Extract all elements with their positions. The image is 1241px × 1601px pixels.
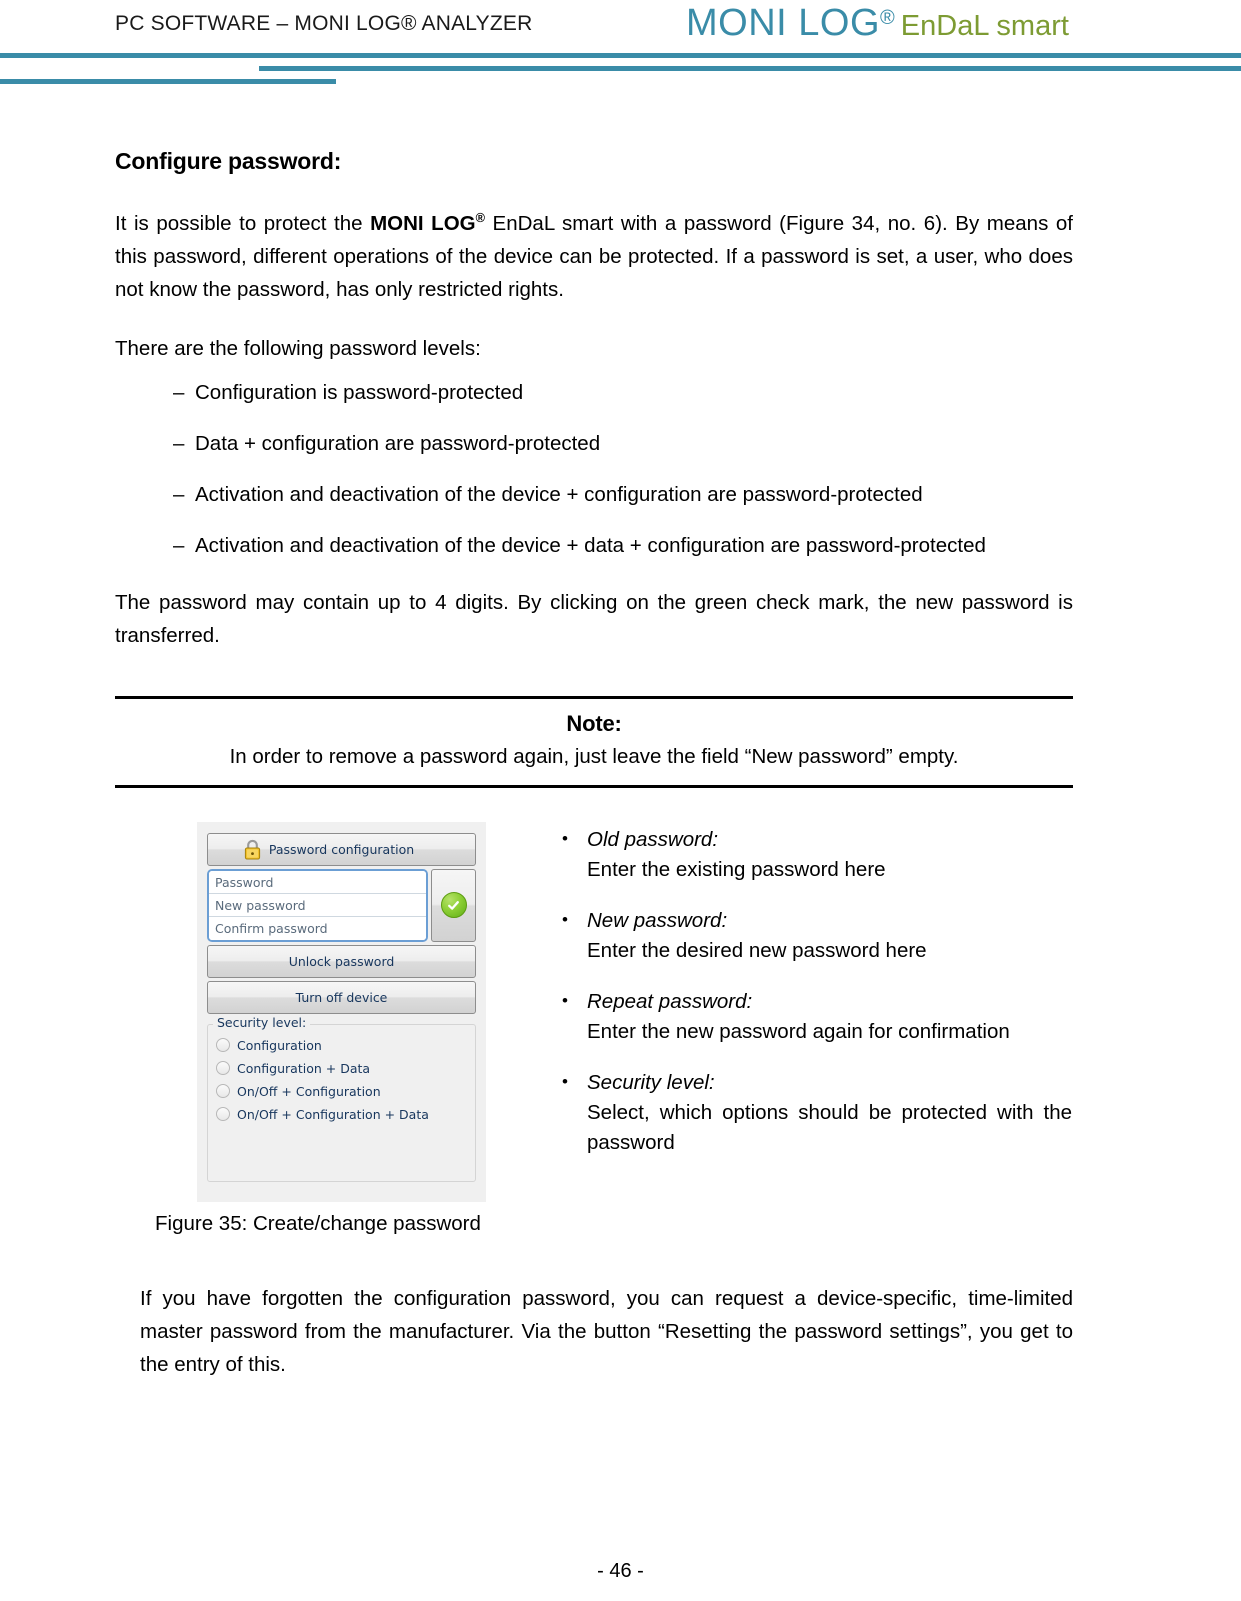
radio-configuration-data-label: Configuration + Data bbox=[237, 1060, 371, 1076]
password-levels-list bbox=[115, 379, 1073, 560]
dash-bullet-icon: – bbox=[173, 431, 185, 455]
radio-onoff-configuration-data-label: On/Off + Configuration + Data bbox=[237, 1106, 429, 1122]
dash-bullet-icon: – bbox=[173, 482, 185, 506]
page-title: Configure password: bbox=[115, 148, 342, 174]
list-item bbox=[115, 532, 1073, 560]
bullet-icon: • bbox=[562, 828, 568, 848]
turn-off-device-label: Turn off device bbox=[295, 989, 388, 1005]
unlock-password-button[interactable] bbox=[207, 945, 476, 978]
radio-onoff-configuration-data[interactable] bbox=[216, 1107, 467, 1122]
list-item-label: Activation and deactivation of the device + data + configuration are password-protected bbox=[195, 533, 986, 557]
header-rule-left bbox=[0, 79, 336, 84]
password-fields-group bbox=[207, 869, 428, 942]
header-rule-right bbox=[259, 66, 1241, 71]
confirm-password-button[interactable] bbox=[431, 869, 476, 942]
security-level-legend: Security level: bbox=[213, 1015, 310, 1030]
note-box bbox=[115, 696, 1073, 788]
list-item-label: Activation and deactivation of the device + configuration are password-protected bbox=[195, 482, 923, 506]
dash-bullet-icon: – bbox=[173, 380, 185, 404]
lock-icon bbox=[244, 839, 261, 860]
list-item bbox=[115, 430, 1073, 458]
dash-bullet-icon: – bbox=[173, 533, 185, 557]
intro-paragraph bbox=[115, 201, 1073, 306]
radio-configuration-label: Configuration bbox=[237, 1037, 322, 1053]
list-item bbox=[532, 1068, 1072, 1158]
radio-configuration[interactable] bbox=[216, 1038, 467, 1053]
bullet-desc: Enter the existing password here bbox=[587, 857, 886, 881]
list-item-label: Data + configuration are password-protected bbox=[195, 431, 601, 455]
registered-trademark-icon: ® bbox=[880, 6, 895, 29]
header-rule-full bbox=[0, 53, 1241, 58]
levels-intro: There are the following password levels: bbox=[115, 336, 481, 360]
bullet-desc: Enter the new password again for confirmation bbox=[587, 1019, 1010, 1043]
tail-paragraph: If you have forgotten the configuration password, you can request a device-specific, time-limited master password from the manufacturer. Via the button “Resetting the password settings”, you get to the entry of this. bbox=[140, 1287, 1073, 1377]
logo-main-text: MONI LOG bbox=[686, 2, 881, 44]
page-number: - 46 - bbox=[597, 1560, 644, 1582]
unlock-password-label: Unlock password bbox=[288, 953, 395, 969]
bullet-desc: Select, which options should be protected with the password bbox=[587, 1100, 1072, 1154]
registered-trademark-icon: ® bbox=[475, 210, 485, 225]
bullet-icon: • bbox=[562, 1071, 568, 1091]
bullet-icon: • bbox=[562, 909, 568, 929]
intro-text-part1: It is possible to protect the bbox=[115, 211, 371, 235]
logo-sub-text: EnDaL smart bbox=[900, 10, 1069, 42]
password-fields-row bbox=[207, 869, 476, 942]
figure-row bbox=[115, 822, 1073, 1377]
password-input[interactable]: Password bbox=[209, 871, 426, 894]
security-level-fieldset bbox=[207, 1014, 476, 1182]
radio-button-icon bbox=[216, 1107, 230, 1121]
page-content bbox=[115, 130, 1073, 1377]
bullet-title: Old password: bbox=[587, 827, 719, 851]
brand-name: MONI LOG bbox=[370, 211, 476, 235]
brand-logo bbox=[686, 2, 1069, 45]
page-header bbox=[0, 0, 1241, 95]
radio-button-icon bbox=[216, 1084, 230, 1098]
green-check-icon bbox=[441, 892, 467, 918]
turn-off-device-button[interactable] bbox=[207, 981, 476, 1014]
bullet-title: New password: bbox=[587, 908, 728, 932]
digits-paragraph: The password may contain up to 4 digits. By clicking on the green check mark, the new password is transferred. bbox=[115, 590, 1073, 647]
new-password-input[interactable]: New password bbox=[209, 894, 426, 917]
bullet-title: Security level: bbox=[587, 1070, 715, 1094]
page-footer bbox=[0, 1560, 1241, 1583]
radio-configuration-data[interactable] bbox=[216, 1061, 467, 1076]
bullet-icon: • bbox=[562, 990, 568, 1010]
note-text: In order to remove a password again, just leave the field “New password” empty. bbox=[229, 744, 959, 768]
bullet-desc: Enter the desired new password here bbox=[587, 938, 927, 962]
figure-caption: Figure 35: Create/change password bbox=[155, 1211, 481, 1235]
field-descriptions bbox=[532, 825, 1072, 1179]
password-configuration-panel bbox=[197, 822, 486, 1202]
password-configuration-label: Password configuration bbox=[268, 841, 415, 857]
list-item-label: Configuration is password-protected bbox=[195, 380, 524, 404]
radio-onoff-configuration[interactable] bbox=[216, 1084, 467, 1099]
bullet-title: Repeat password: bbox=[587, 989, 753, 1013]
confirm-password-input[interactable]: Confirm password bbox=[209, 917, 426, 940]
list-item bbox=[532, 825, 1072, 885]
list-item bbox=[115, 481, 1073, 509]
list-item bbox=[532, 987, 1072, 1047]
list-item bbox=[115, 379, 1073, 407]
radio-button-icon bbox=[216, 1061, 230, 1075]
radio-button-icon bbox=[216, 1038, 230, 1052]
list-item bbox=[532, 906, 1072, 966]
note-title: Note: bbox=[566, 710, 622, 736]
radio-onoff-configuration-label: On/Off + Configuration bbox=[237, 1083, 381, 1099]
header-title: PC SOFTWARE – MONI LOG® ANALYZER bbox=[115, 12, 533, 35]
intro-text-part2: EnDaL smart with a password (Figure 34, no. 6). By means of this password, different operations of the device can be protected. If a password is set, a user, who does not know the password, has only restricted rights. bbox=[115, 211, 1073, 301]
password-configuration-button[interactable] bbox=[207, 833, 476, 866]
